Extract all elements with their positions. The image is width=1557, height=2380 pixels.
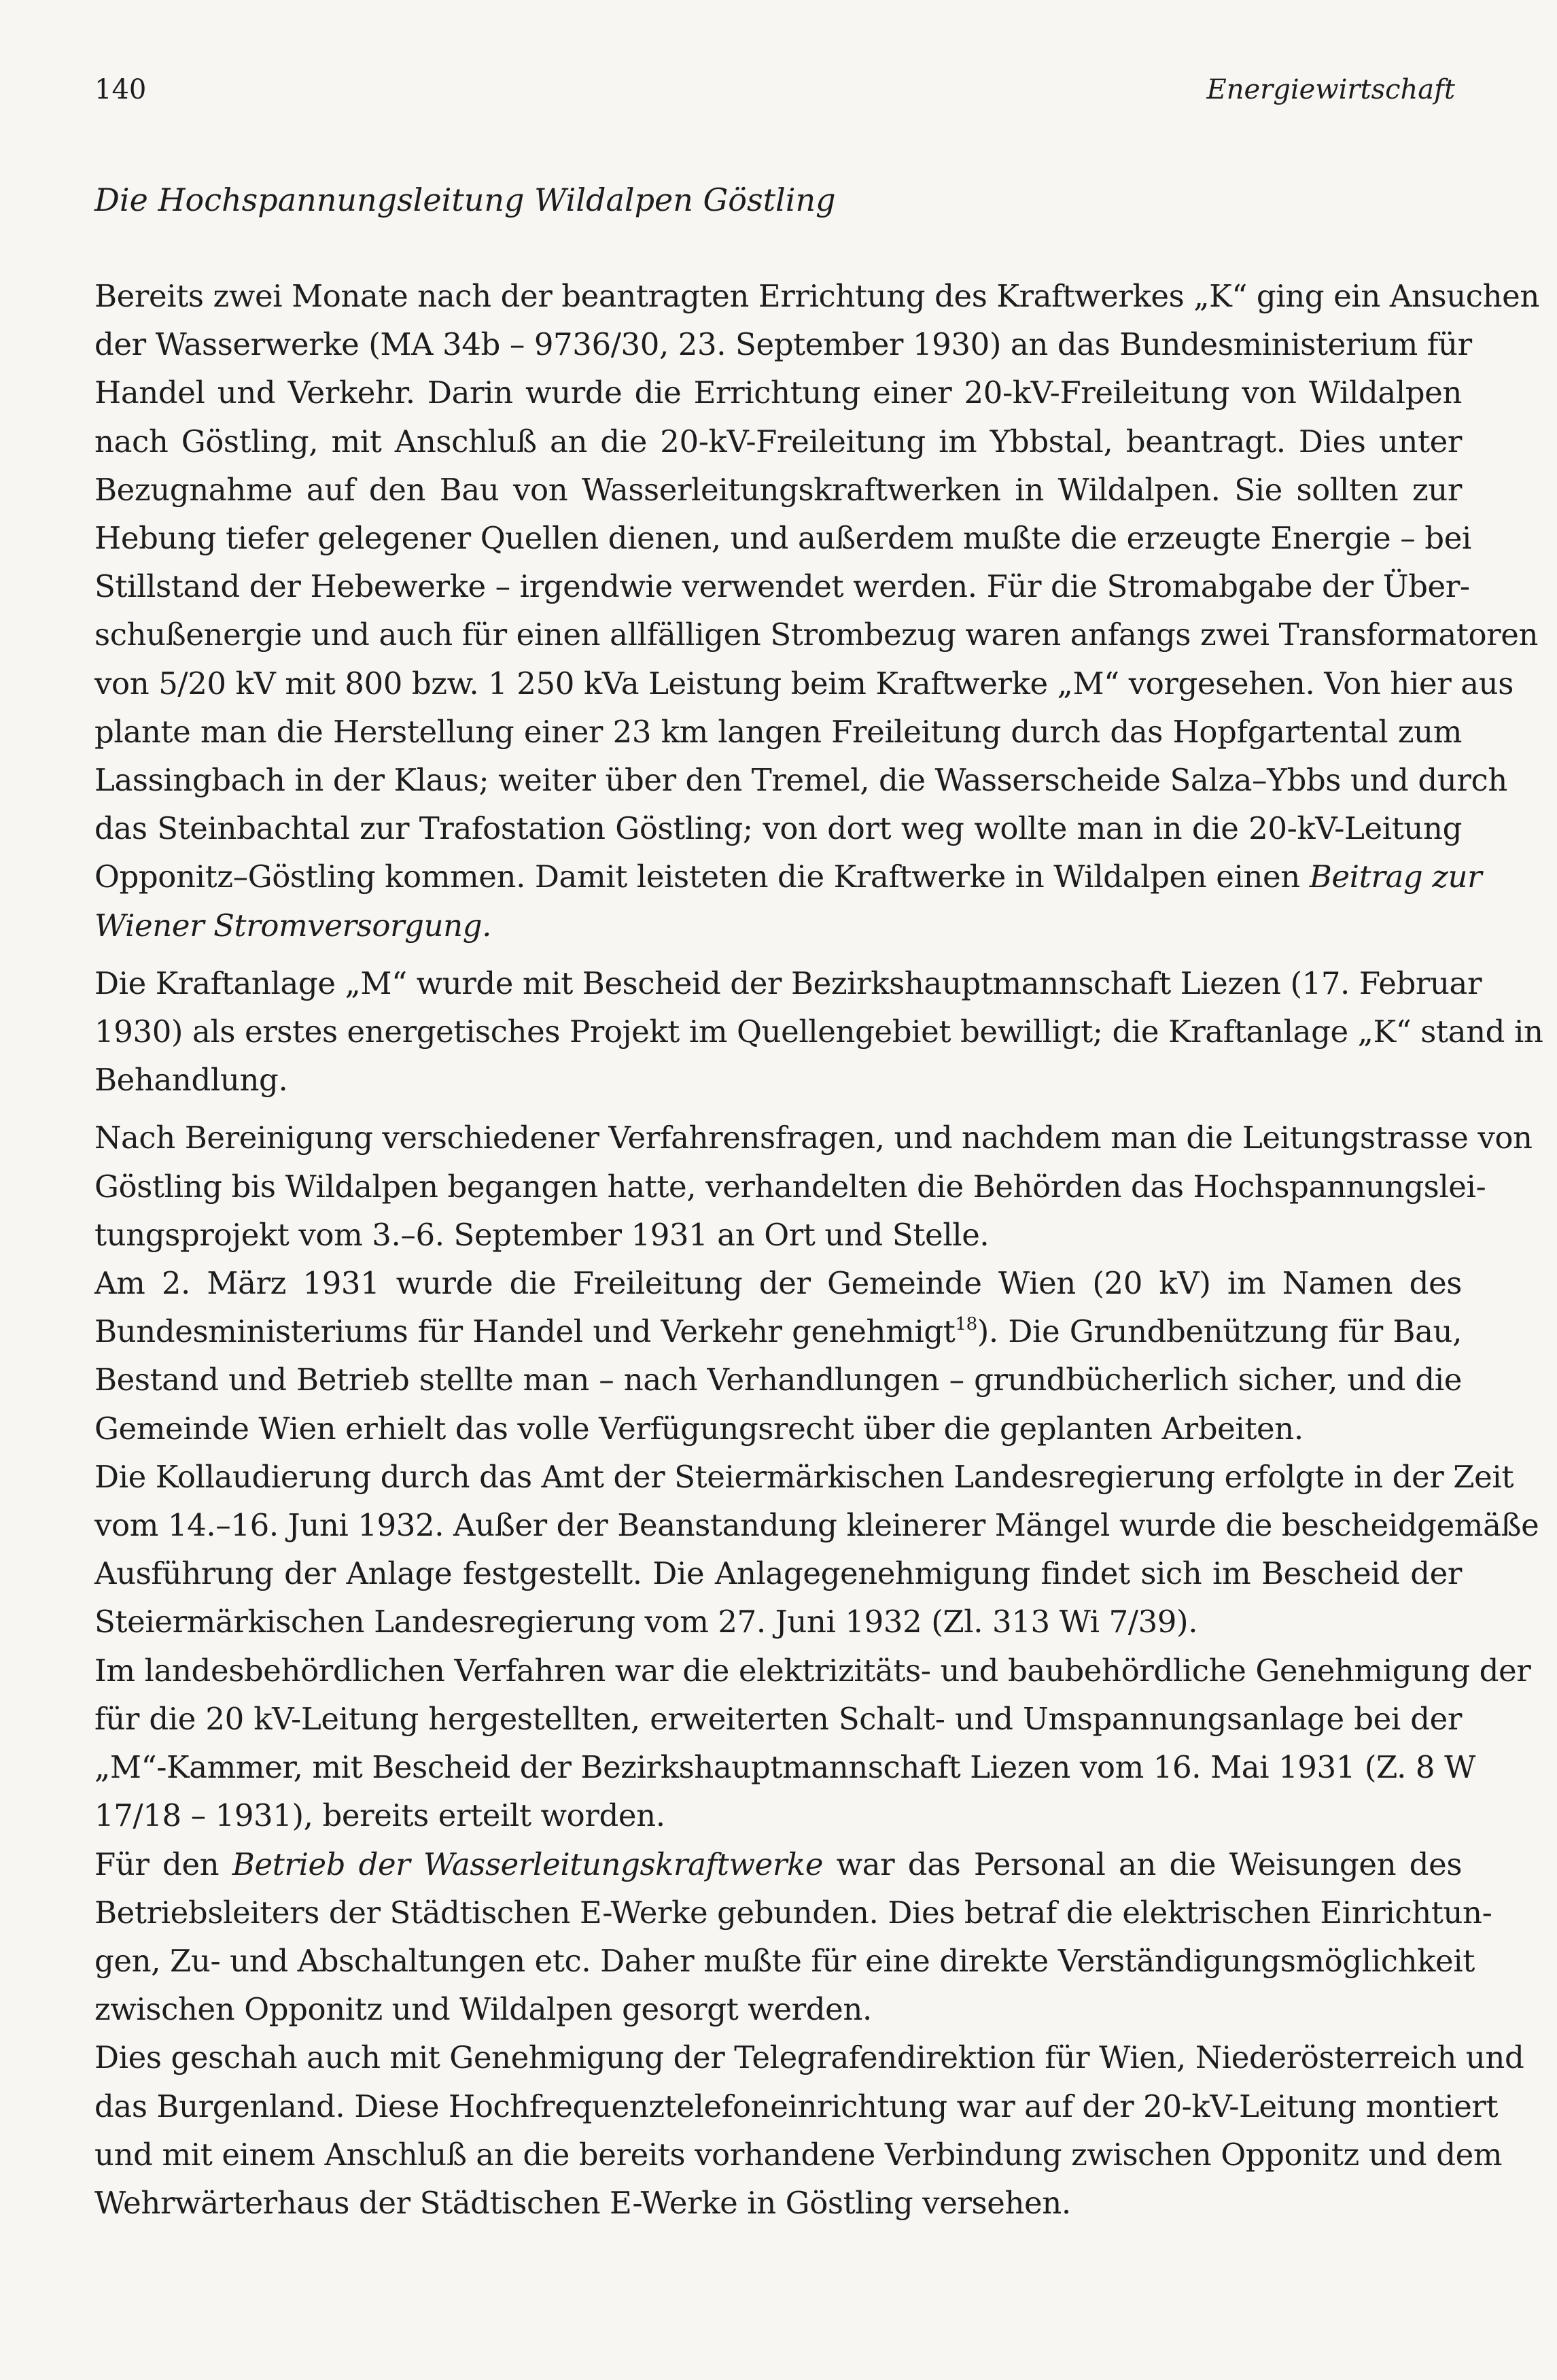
text-line: das Burgenland. Diese Hochfrequenztelefoneinrichtung war auf der 20-kV-Leitung montiert: [94, 2088, 1499, 2124]
text-line: für die 20 kV-Leitung hergestellten, erweiterten Schalt- und Umspannungsanlage bei der: [94, 1700, 1462, 1737]
paragraph: [94, 959, 1543, 1105]
page-number: 140: [94, 74, 147, 105]
text-line: tungsprojekt vom 3.–6. September 1931 an Ort und Stelle.: [94, 1216, 990, 1253]
text-line: Bezugnahme auf den Bau von Wasserleitungskraftwerken in Wildalpen. Sie sollten zur: [94, 471, 1462, 508]
text-line: 17/18 – 1931), bereits erteilt worden.: [94, 1797, 665, 1834]
text-segment: Bundesministeriums für Handel und Verkehr genehmigt: [94, 1313, 956, 1350]
text-segment: Für den: [94, 1846, 220, 1882]
italic-phrase: Beitrag zur: [1309, 859, 1482, 895]
text-line: Hebung tiefer gelegener Quellen dienen, und außerdem mußte die erzeugte Energie – bei: [94, 520, 1471, 557]
footnote-marker[interactable]: 18: [955, 1314, 977, 1335]
text-line: Lassingbach in der Klaus; weiter über den Tremel, die Wasserscheide Salza–Ybbs und durch: [94, 762, 1507, 799]
text-line: plante man die Herstellung einer 23 km langen Freileitung durch das Hopfgartental zum: [94, 713, 1462, 750]
paragraph: [94, 1453, 1539, 1646]
text-line: [94, 1840, 1462, 1889]
text-line: Bestand und Betrieb stellte man – nach Verhandlungen – grundbücherlich sicher, und die: [94, 1362, 1462, 1398]
text-line: Behandlung.: [94, 1062, 288, 1099]
text-line: Wehrwärterhaus der Städtischen E-Werke in Göstling versehen.: [94, 2184, 1071, 2221]
running-head: [94, 69, 1455, 110]
paragraph: [94, 272, 1539, 950]
text-line: „M“-Kammer, mit Bescheid der Bezirkshauptmannschaft Liezen vom 16. Mai 1931 (Z. 8 W: [94, 1749, 1475, 1786]
text-line: Ausführung der Anlage festgestellt. Die Anlagegenehmigung findet sich im Bescheid der: [94, 1555, 1462, 1592]
text-line: schußenergie und auch für einen allfälligen Strombezug waren anfangs zwei Transformatoren: [94, 617, 1539, 653]
text-line: zwischen Opponitz und Wildalpen gesorgt werden.: [94, 1991, 872, 2028]
text-line: Steiermärkischen Landesregierung vom 27. Juni 1932 (Zl. 313 Wi 7/39).: [94, 1604, 1198, 1640]
text-line: nach Göstling, mit Anschluß an die 20-kV-Freileitung im Ybbstal, beantragt. Dies unter: [94, 423, 1462, 460]
paragraph: [94, 2033, 1524, 2227]
text-segment: ). Die Grundbenützung für Bau,: [977, 1313, 1463, 1350]
paragraph: [94, 1259, 1462, 1453]
text-line: Nach Bereinigung verschiedener Verfahrensfragen, und nachdem man die Leitungstrasse von: [94, 1120, 1533, 1156]
text-line: 1930) als erstes energetisches Projekt im Quellengebiet bewilligt; die Kraftanlage „K“ stand in: [94, 1014, 1543, 1050]
italic-phrase: Wiener Stromversorgung.: [94, 907, 492, 944]
text-line: Gemeinde Wien erhielt das volle Verfügungsrecht über die geplanten Arbeiten.: [94, 1410, 1304, 1447]
text-line: und mit einem Anschluß an die bereits vorhandene Verbindung zwischen Opponitz und dem: [94, 2136, 1503, 2173]
body-text: [94, 272, 1543, 2227]
text-segment: war das Personal an die Weisungen des: [836, 1846, 1463, 1882]
text-line: [94, 1307, 1462, 1356]
text-segment: Opponitz–Göstling kommen. Damit leisteten die Kraftwerke in Wildalpen einen: [94, 859, 1300, 895]
text-line: Dies geschah auch mit Genehmigung der Telegrafendirektion für Wien, Niederösterreich und: [94, 2039, 1524, 2076]
paragraph: [94, 1646, 1531, 1840]
text-line: Handel und Verkehr. Darin wurde die Errichtung einer 20-kV-Freileitung von Wildalpen: [94, 375, 1462, 411]
text-line: Stillstand der Hebewerke – irgendwie verwendet werden. Für die Stromabgabe der Über-: [94, 568, 1470, 605]
paragraph: [94, 1840, 1492, 2034]
text-line: der Wasserwerke (MA 34b – 9736/30, 23. September 1930) an das Bundesministerium für: [94, 326, 1472, 363]
paragraph: [94, 1114, 1533, 1259]
text-line: von 5/20 kV mit 800 bzw. 1 250 kVa Leistung beim Kraftwerke „M“ vorgesehen. Von hier aus: [94, 665, 1514, 702]
text-line: Die Kraftanlage „M“ wurde mit Bescheid der Bezirkshauptmannschaft Liezen (17. Februar: [94, 965, 1482, 1001]
text-line: gen, Zu- und Abschaltungen etc. Daher mußte für eine direkte Verständigungsmöglichkeit: [94, 1942, 1475, 1979]
text-line: das Steinbachtal zur Trafostation Göstling; von dort weg wollte man in die 20-kV-Leitung: [94, 810, 1462, 847]
italic-phrase: Betrieb der Wasserleitungskraftwerke: [232, 1846, 824, 1882]
text-line: Im landesbehördlichen Verfahren war die elektrizitäts- und baubehördliche Genehmigung der: [94, 1652, 1531, 1689]
text-line: Betriebsleiters der Städtischen E-Werke gebunden. Dies betraf die elektrischen Einrichtun-: [94, 1894, 1492, 1931]
text-line: Göstling bis Wildalpen begangen hatte, verhandelten die Behörden das Hochspannungslei-: [94, 1168, 1486, 1205]
text-line: vom 14.–16. Juni 1932. Außer der Beanstandung kleinerer Mängel wurde die bescheidgemäße: [94, 1507, 1539, 1544]
text-line: Die Kollaudierung durch das Amt der Steiermärkischen Landesregierung erfolgte in der Zeit: [94, 1458, 1514, 1495]
chapter-title: Energiewirtschaft: [1206, 74, 1455, 105]
text-line: [94, 901, 1462, 950]
section-title: Die Hochspannungsleitung Wildalpen Göstling: [94, 182, 836, 218]
text-line: Bereits zwei Monate nach der beantragten Errichtung des Kraftwerkes „K“ ging ein Ansuchen: [94, 278, 1539, 314]
text-line: Am 2. März 1931 wurde die Freileitung der Gemeinde Wien (20 kV) im Namen des: [94, 1265, 1462, 1302]
text-line: [94, 852, 1482, 901]
